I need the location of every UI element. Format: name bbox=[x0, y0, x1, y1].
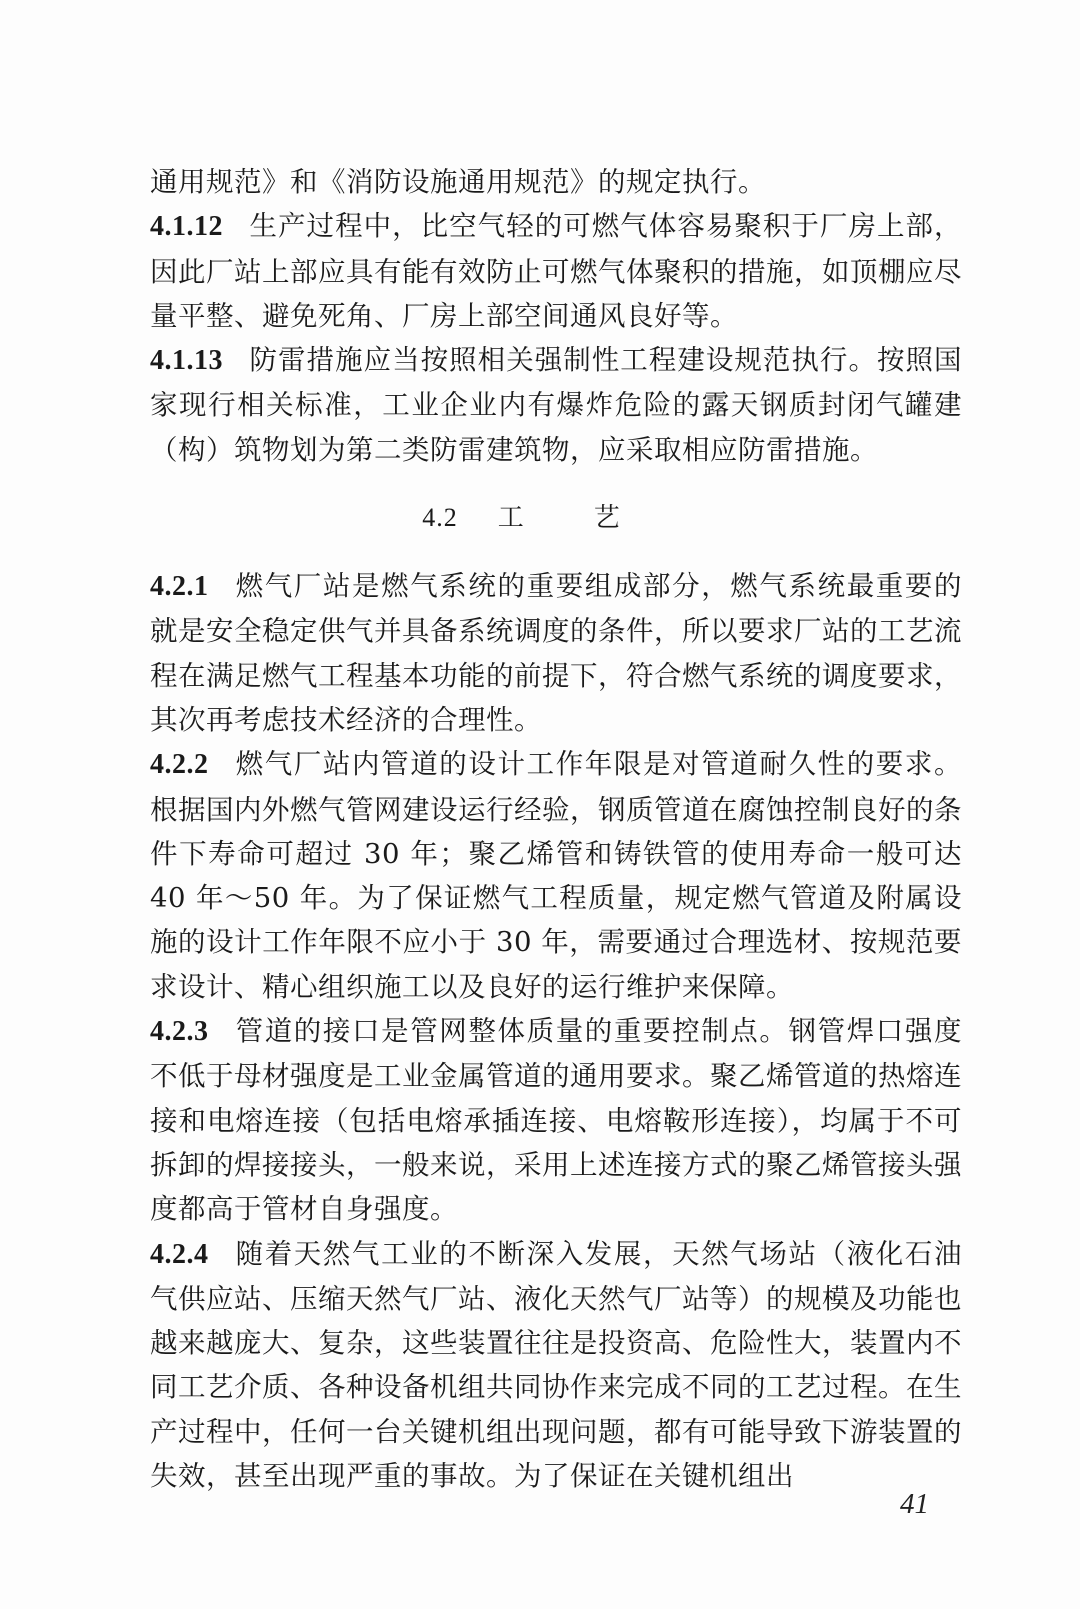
page-number: 41 bbox=[900, 1488, 929, 1520]
paragraph-text: 生产过程中，比空气轻的可燃气体容易聚积于厂房上部，因此厂站上部应具有能有效防止可燃气体聚积的措施，如顶棚应尽量平整、避免死角、厂房上部空间通风良好等。 bbox=[150, 210, 962, 332]
body-text bbox=[150, 160, 962, 1498]
paragraph-continuation bbox=[150, 160, 962, 204]
paragraph-text: 随着天然气工业的不断深入发展，天然气场站（液化石油气供应站、压缩天然气厂站、液化天然气厂站等）的规模及功能也越来越庞大、复杂，这些装置往往是投资高、危险性大，装置内不同工艺介质、各种设备机组共同协作来完成不同的工艺过程。在生产过程中，任何一台关键机组出现问题，都有可能导致下游装置的失效，甚至出现严重的事故。为了保证在关键机组出 bbox=[150, 1237, 962, 1493]
clause-4-2-3 bbox=[150, 1009, 962, 1231]
clause-number: 4.2.1 bbox=[150, 571, 209, 603]
clause-number: 4.2.2 bbox=[150, 749, 209, 781]
section-title: 工艺 bbox=[497, 503, 690, 534]
paragraph-text: 防雷措施应当按照相关强制性工程建设规范执行。按照国家现行相关标准，工业企业内有爆炸危险的露天钢质封闭气罐建（构）筑物划为第二类防雷建筑物，应采取相应防雷措施。 bbox=[150, 344, 962, 466]
clause-number: 4.2.3 bbox=[150, 1016, 209, 1048]
clause-4-2-2 bbox=[150, 742, 962, 1009]
paragraph-text: 通用规范》和《消防设施通用规范》的规定执行。 bbox=[150, 166, 766, 198]
clause-number: 4.1.12 bbox=[150, 211, 223, 243]
clause-4-1-13 bbox=[150, 338, 962, 472]
paragraph-text: 管道的接口是管网整体质量的重要控制点。钢管焊口强度不低于母材强度是工业金属管道的通用要求。聚乙烯管道的热熔连接和电熔连接（包括电熔承插连接、电熔鞍形连接），均属于不可拆卸的焊接接头，一般来说，采用上述连接方式的聚乙烯管接头强度都高于管材自身强度。 bbox=[150, 1015, 962, 1226]
clause-4-1-12 bbox=[150, 204, 962, 338]
clause-4-2-4 bbox=[150, 1232, 962, 1499]
section-number: 4.2 bbox=[422, 503, 458, 533]
clause-number: 4.1.13 bbox=[150, 345, 223, 377]
paragraph-text: 燃气厂站内管道的设计工作年限是对管道耐久性的要求。根据国内外燃气管网建设运行经验，钢质管道在腐蚀控制良好的条件下寿命可超过 30 年；聚乙烯管和铸铁管的使用寿命一般可达 40 年～50 年。为了保证燃气工程质量，规定燃气管道及附属设施的设计工作年限不应小于 30 年，需要通过合理选材、按规范要求设计、精心组织施工以及良好的运行维护来保障。 bbox=[150, 748, 962, 1003]
clause-number: 4.2.4 bbox=[150, 1238, 209, 1270]
clause-4-2-1 bbox=[150, 564, 962, 742]
section-heading bbox=[150, 496, 962, 540]
paragraph-text: 燃气厂站是燃气系统的重要组成部分，燃气系统最重要的就是安全稳定供气并具备系统调度的条件，所以要求厂站的工艺流程在满足燃气工程基本功能的前提下，符合燃气系统的调度要求，其次再考虑技术经济的合理性。 bbox=[150, 570, 962, 736]
